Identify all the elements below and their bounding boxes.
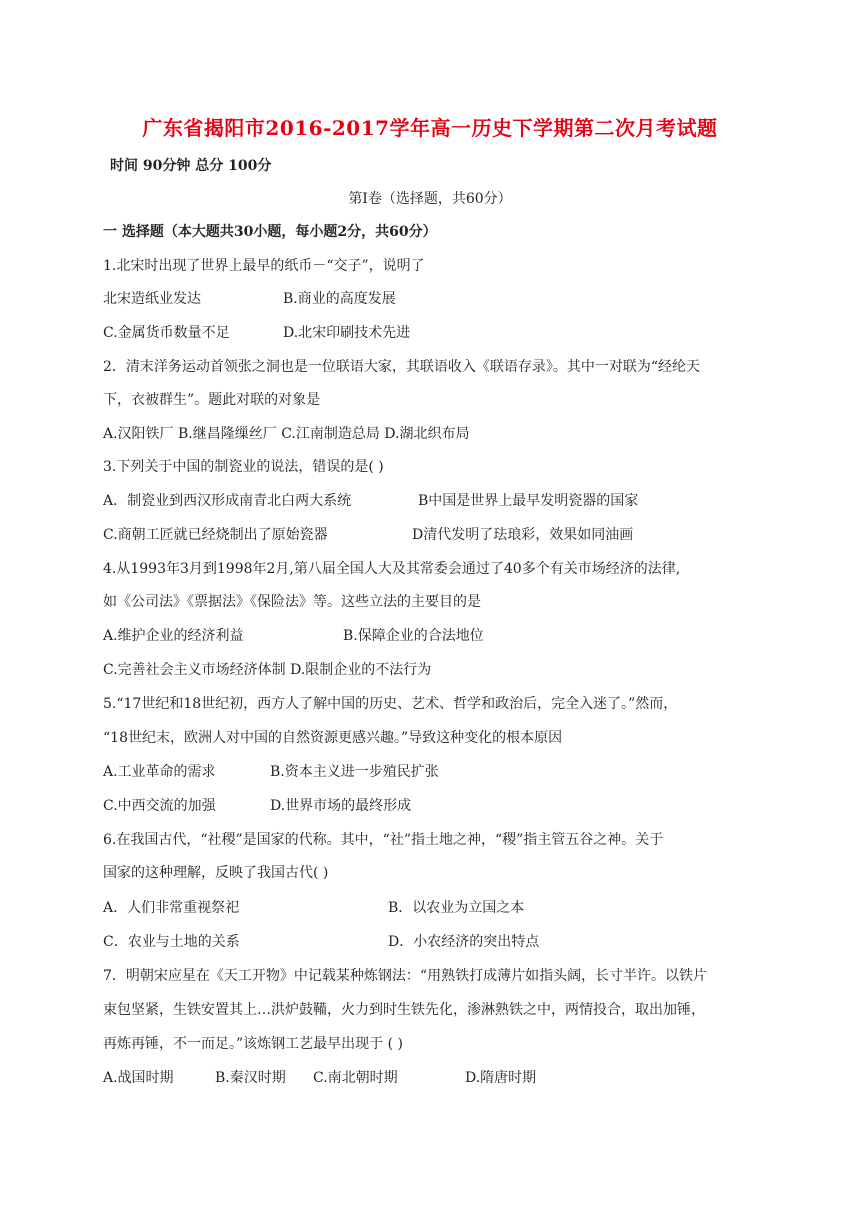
question-4-stem-line-1: 4.从1993年3月到1998年2月,第八届全国人大及其常委会通过了40多个有关市场经济的法律, [103,561,681,577]
option-d: D清代发明了珐琅彩，效果如同油画 [412,527,634,543]
option-c: C.中西交流的加强 [103,798,216,814]
option-b: B.商业的高度发展 [283,291,396,307]
question-7-stem-line-1: 7．明朝宋应星在《天工开物》中记载某种炼钢法：“用熟铁打成薄片如指头阔，长寸半许。以铁片 [103,968,708,984]
question-2-options: A.汉阳铁厂 B.继昌隆缫丝厂 C.江南制造总局 D.湖北织布局 [103,426,470,442]
question-2-stem-line-1: 2．清末洋务运动首领张之洞也是一位联语大家，其联语收入《联语存录》。其中一对联为“经纶天 [103,359,701,375]
option-c: C.商朝工匠就已经烧制出了原始瓷器 [103,527,328,543]
option-b: B.资本主义进一步殖民扩张 [270,764,439,780]
option-b: B.保障企业的合法地位 [343,628,484,644]
option-a: 北宋造纸业发达 [103,291,201,307]
option-a: A.工业革命的需求 [103,764,216,780]
option-b: B中国是世界上最早发明瓷器的国家 [418,493,639,509]
option-c: C.金属货币数量不足 [103,325,230,341]
question-2-stem-line-2: 下，衣被群生”。题此对联的对象是 [103,392,321,408]
option-d: D.世界市场的最终形成 [270,798,412,814]
question-1-stem: 1.北宋时出现了世界上最早的纸币－“交子”，说明了 [103,258,425,274]
option-d: D.隋唐时期 [465,1070,537,1086]
option-c: C.南北朝时期 [313,1070,398,1086]
section-heading: 第Ⅰ卷（选择题，共60分） [348,191,512,207]
exam-title: 广东省揭阳市2016-2017学年高一历史下学期第二次月考试题 [142,116,718,140]
option-d: D.北宋印刷技术先进 [283,325,411,341]
option-b: B．以农业为立国之本 [388,900,525,916]
option-b: B.秦汉时期 [215,1070,286,1086]
question-3-stem: 3.下列关于中国的制瓷业的说法，错误的是( ) [103,459,384,475]
question-5-stem-line-1: 5.“17世纪和18世纪初，西方人了解中国的历史、艺术、哲学和政治后，完全入迷了。”然而， [103,696,678,712]
option-a: A．制瓷业到西汉形成南青北白两大系统 [103,493,352,509]
part-heading: 一 选择题（本大题共30小题，每小题2分，共60分） [103,224,437,240]
question-6-stem-line-2: 国家的这种理解，反映了我国古代( ) [103,865,329,881]
option-a: A.维护企业的经济利益 [103,628,244,644]
option-c: C．农业与土地的关系 [103,934,240,950]
option-d: D．小农经济的突出特点 [388,934,540,950]
question-6-stem-line-1: 6.在我国古代，“社稷”是国家的代称。其中，“社”指土地之神，“稷”指主管五谷之神。关于 [103,832,664,848]
question-4-stem-line-2: 如《公司法》《票据法》《保险法》等。这些立法的主要目的是 [103,594,481,610]
question-7-stem-line-2: 束包坚紧，生铁安置其上…洪炉鼓鞴，火力到时生铁先化，渗淋熟铁之中，两情投合，取出加锤， [103,1002,705,1018]
option-a: A．人们非常重视祭祀 [103,900,240,916]
question-5-stem-line-2: “18世纪末，欧洲人对中国的自然资源更感兴趣。”导致这种变化的根本原因 [103,730,563,746]
question-7-stem-line-3: 再炼再锤，不一而足。”该炼钢工艺最早出现于 ( ) [103,1036,403,1052]
question-4-options-row-2: C.完善社会主义市场经济体制 D.限制企业的不法行为 [103,662,432,678]
option-a: A.战国时期 [103,1070,174,1086]
time-score-info: 时间 90分钟 总分 100分 [110,158,272,174]
